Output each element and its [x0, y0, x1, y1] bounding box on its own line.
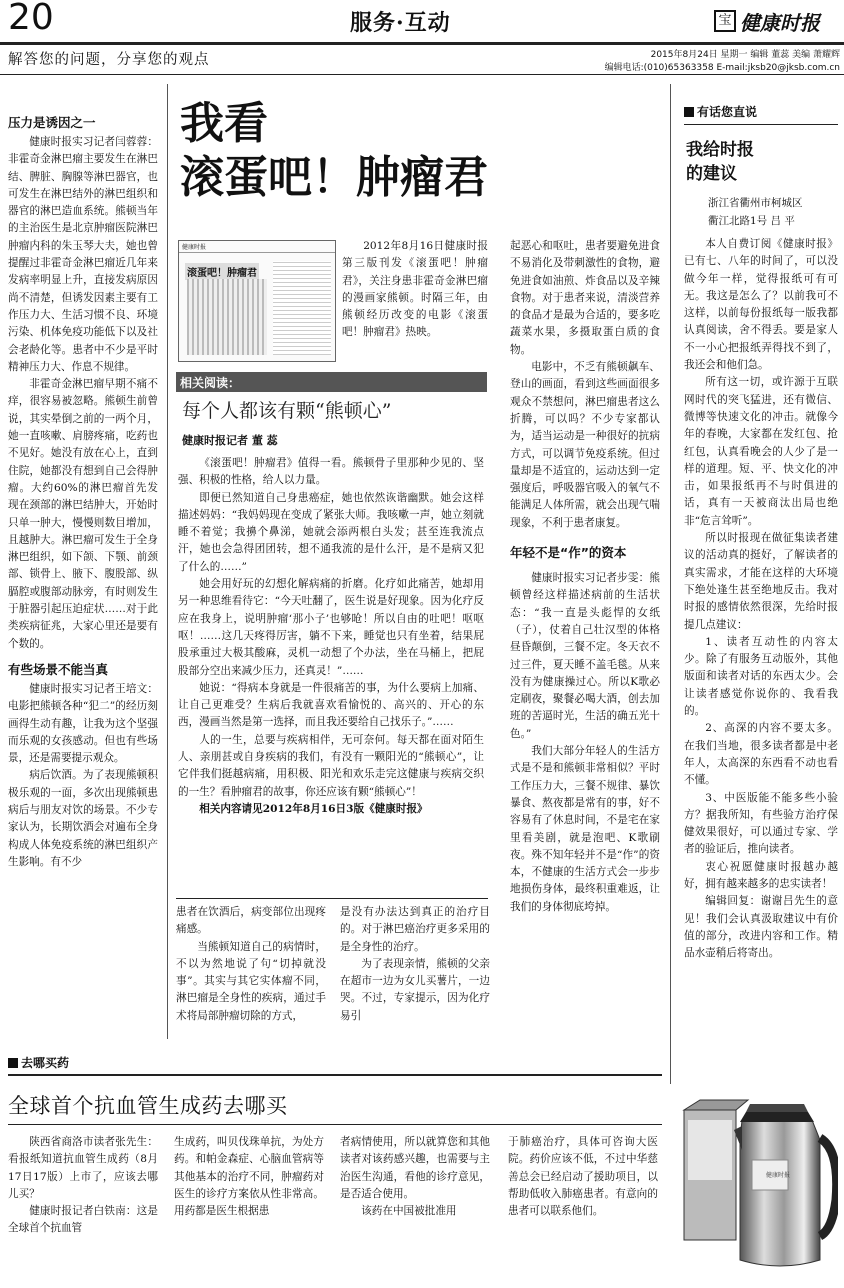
kettle-image: [680, 1090, 838, 1280]
bottom-title-rule: [8, 1124, 662, 1125]
section-title: 服务·互动: [350, 10, 451, 36]
paragraph: 编辑回复：谢谢吕先生的意见！我们会认真汲取建议中有价值的部分，改进内容和工作。精品水壶稍后将寄出。: [684, 895, 838, 960]
header-rule-thin: [0, 74, 844, 75]
paragraph: 当熊顿知道自己的病情时，不以为然地说了句“切掉就没事”。其实与其它实体瘤不同，淋巴瘤是全身性的疾病，通过手术将局部肿瘤切除的方式，: [176, 940, 326, 1022]
paragraph: 患者在饮酒后，病变部位出现疼痛感。: [176, 906, 326, 936]
square-bullet-icon: [684, 107, 694, 117]
paragraph: 为了表现亲情，熊顿的父亲在超市一边为女儿买薯片，一边哭。不过，专家提示，因为化疗易引: [340, 957, 490, 1022]
column-divider: [670, 84, 671, 1084]
left-column: [8, 112, 158, 1032]
bottom-label-rule: [8, 1074, 662, 1076]
column-divider: [167, 84, 168, 1039]
thumbnail-image: [187, 279, 267, 355]
paragraph: 她说：“得病本身就是一件很痛苦的事，为什么要病上加痛、让自己更难受？生病后我就喜欢看愉悦的、高兴的、开心的东西，漫画当然是第一选择，而且我还要给自己找乐子。”……: [178, 681, 484, 729]
paragraph: 《滚蛋吧！肿瘤君》值得一看。熊顿骨子里那种少见的、坚强、积极的性格，给人以力量。: [178, 457, 484, 487]
paragraph: 健康时报实习记者闫蓉蓉：非霍奇金淋巴瘤主要发生在淋巴结、脾脏、胸腺等淋巴器官，也可发生在淋巴结外的淋巴组织和器官的淋巴造血系统。熊顿当年的主治医生是北京肿瘤医院淋巴肿瘤内科的朱玉琴大夫，她也曾提醒过非霍奇金淋巴瘤近几年来发病率明显上升，直接发病原因尚不清楚，但诱发因素主要有工作压力大、生活习惯不良、环境污染、机体免疫功能低下以及社会老龄化等。患者中不少是平时精神压力大、作息不规律。: [8, 136, 158, 373]
kettle-icon: [680, 1090, 838, 1280]
paragraph: 3、中医版能不能多些小验方？据我所知，有些验方治疗保健效果很好，可以通过专家、学者的验证后，推向读者。: [684, 791, 838, 856]
right-author-line2: 衢江北路1号 吕 平: [708, 215, 795, 227]
paragraph: 2、高深的内容不要太多。在我们当地，很多读者都是中老年人，太高深的东西看不动也看不懂。: [684, 722, 838, 787]
paragraph: 所以时报现在做征集读者建议的活动真的挺好，了解读者的真实需求，才能在这样的大环境下绝处逢生甚至绝地反击。我对时报的感情依然很深，先给时报提几点建议：: [684, 532, 838, 631]
bottom-col-4: [508, 1134, 658, 1264]
bottom-section-label: [8, 1054, 69, 1071]
paragraph: 健康时报记者白铁南：这是全球首个抗血管: [8, 1205, 158, 1235]
header-rule: [0, 42, 844, 45]
bottom-col-1: [8, 1134, 158, 1264]
related-body: [178, 455, 484, 885]
paragraph: 本人自费订阅《健康时报》已有七、八年的时间了，可以没做今年一样，觉得报纸可有可无。我这是怎么了？以前我可不这样，以前每份报纸每一版我都认真阅读，舍不得丢。要是家人不一小心把报纸弄得找不到了，我还会和他们急。: [684, 238, 838, 372]
paragraph: 者病情使用，所以就算您和其他读者对该药感兴趣，也需要与主治医生沟通，看他的诊疗意见，是否适合使用。: [340, 1136, 490, 1200]
page-number: 20: [8, 0, 54, 38]
main-title-line1: 我看: [180, 98, 268, 149]
logo-text: 健康时报: [740, 10, 820, 35]
related-footer-note: 相关内容请见2012年8月16日3版《健康时报》: [199, 802, 428, 815]
heading-young: 年轻不是“作”的资本: [510, 545, 627, 561]
right-section-label: [684, 103, 757, 120]
main-title: [180, 98, 488, 206]
paragraph: 该药在中国被批准用: [361, 1205, 457, 1218]
kettle-label: 健康时报: [766, 1172, 791, 1179]
related-byline: 健康时报记者 董 蕊: [182, 434, 278, 447]
related-label: 相关阅读：: [180, 376, 241, 390]
thumbnail-headline: 滚蛋吧！肿瘤君: [185, 263, 259, 280]
mid-left-bottom: [176, 904, 326, 1034]
related-bottom-rule: [176, 898, 488, 899]
square-bullet-icon: [8, 1058, 18, 1068]
paragraph: 起恶心和呕吐，患者要避免进食不易消化及带刺激性的食物，避免进食如油煎、炸食品以及辛辣食物。对于患者来说，清淡营养的食品才是最为合适的，要多吃蔬菜水果，多摄取蛋白质的食物。: [510, 240, 660, 356]
column-three: [510, 238, 660, 1034]
right-label-rule: [684, 124, 838, 125]
date-line: 2015年8月24日 星期一 编辑 董蕊 美编 萧耀辉: [650, 50, 840, 60]
paragraph: 即便已然知道自己身患癌症，她也依然诙谐幽默。她会这样描述妈妈：“我妈妈现在变成了紧张大师。我咳嗽一声，她立刻就睡不着觉；我擤个鼻涕，她就会添两根白头发；甚至连我流点汗，她也会急得团团转，想不通我流的是什么汗，是不是病又犯了什么的……”: [178, 491, 484, 573]
right-section-label-text: 有话您直说: [697, 105, 758, 119]
paragraph: 非霍奇金淋巴瘤早期不痛不痒，很容易被忽略。熊顿生前曾说，其实晕倒之前的一两个月，她一直咳嗽、肩膀疼痛，吃药也不见好。她没有放在心上，直到住院，她都没有想到自己会得肿瘤。大约60%的淋巴瘤首先发现在颈部的淋巴结肿大，开始时只单一肿大，慢慢则数目增加，且越肿大。淋巴瘤可发生于全身淋巴组织，如下颌、下颚、前颈部、锁骨上、腋下、腹股部、纵膈腔或腹部动脉旁，有时则发生于脏器引起压迫症状……对于此类疾病征兆，大家心里还是要有个数的。: [8, 378, 158, 650]
bottom-col-3: [340, 1134, 490, 1264]
right-title-line2: 的建议: [686, 164, 737, 184]
heading-stress: 压力是诱因之一: [8, 115, 96, 130]
related-label-bar: [176, 372, 487, 392]
right-author-line1: 浙江省衢州市柯城区: [708, 197, 803, 209]
mid-right-bottom: [340, 904, 490, 1034]
slogan: 解答您的问题，分享您的观点: [8, 52, 210, 68]
right-author: [708, 194, 803, 230]
bottom-section-label-text: 去哪买药: [21, 1056, 70, 1070]
thumbnail-text: [273, 261, 331, 355]
bottom-title: 全球首个抗血管生成药去哪买: [8, 1094, 288, 1118]
paragraph: 于肺癌治疗，具体可咨询大医院。药价应该不低，不过中华慈善总会已经启动了援助项目，以帮助低收入肺癌患者。有意向的患者可以联系他们。: [508, 1136, 658, 1218]
masthead-logo: [714, 6, 820, 36]
right-title: [686, 138, 754, 186]
paragraph: 衷心祝愿健康时报越办越好，拥有越来越多的忠实读者！: [684, 860, 838, 890]
thumbnail-masthead: 健康时报: [179, 241, 335, 253]
paragraph: 健康时报实习记者步雯：熊顿曾经这样描述病前的生活状态：“我一直是头彪悍的女纸（子），仗着自己壮汉型的体格昼昏颠倒，三餐不定。冬天衣不过三件，夏天睡不盖毛毯。从来没有为健康操过心。所以K歌必定刷夜，聚餐必喝大酒，创去加班的苦逼时光，生活的确五光十色。”: [510, 572, 660, 740]
newspaper-thumbnail: [178, 240, 336, 362]
right-body: [684, 236, 838, 1074]
paragraph: 电影中，不乏有熊顿飙车、登山的画面，看到这些画面很多观众不禁想问，淋巴瘤患者这么折腾，可以吗？不少专家都认为，适当运动是一种很好的抗病方式，可以调节免疫系统。但过量却是不适宜的，运动达到一定强度后，呼吸器官吸入的氧气不能满足人体所需，就会出现气喘现象，不利于患者康复。: [510, 361, 660, 529]
right-title-line1: 我给时报: [686, 140, 754, 160]
paragraph: 所有这一切，或许源于互联网时代的突飞猛进，还有微信、微博等快速文化的冲击。就像今年的春晚，大家都在发红包、抢红包，认真看晚会的人少了是一样的道理。短、平、快文化的冲击，如果报纸再不与时俱进的话，真有一天被商汰出局也绝非“危言耸听”。: [684, 376, 838, 527]
paragraph: 生成药，叫贝伐珠单抗，为处方药。和帕金森症、心脑血管病等其他基本的治疗不同，肿瘤药对医生的诊疗方案依从性非常高。用药都是医生根据患: [174, 1136, 324, 1218]
paragraph: 1、读者互动性的内容太少。除了有服务互动版外，其他版面和读者对话的东西太少。会让读者感觉你说你的、我看我的。: [684, 635, 838, 718]
paragraph: 病后饮酒。为了表现熊顿积极乐观的一面，多次出现熊顿患病后与朋友对饮的场景。不少专家认为，长期饮酒会对遍布全身构成人体免疫系统的淋巴组织产生影响。有不少: [8, 769, 158, 868]
intro-text: [342, 238, 488, 366]
paragraph: 她会用好玩的幻想化解病痛的折磨。化疗如此痛苦，她却用另一种思维看待它：“今天吐翻了，医生说是好现象。因为化疗反应在我身上，说明肿瘤‘那小子’也够呛！所以自由的吐吧！呕呕呕！……这几天疼得厉害，躺不下来，睡觉也只有坐着，结果屁股承重过大极其酸麻，灵机一动想了个办法，坐在马桶上，把屁股部分空出来减少压力，还真灵！”……: [178, 578, 484, 677]
related-title: 每个人都该有颗“熊顿心”: [182, 400, 392, 422]
main-title-line2: 滚蛋吧！肿瘤君: [180, 152, 488, 203]
paragraph: 人的一生，总要与疾病相伴，无可奈何。每天都在面对陌生人、亲朋甚或自身疾病的我们，有没有一颗阳光的“熊顿心”，让它伴我们挺越病痛，用积极、阳光和欢乐走完这健康与疾病交织的一生？看肿瘤君的故事，你还应该有颗“熊顿心”！: [178, 733, 484, 798]
paragraph: 我们大部分年轻人的生活方式是不是和熊顿非常相似？平时工作压力大，三餐不规律、暴饮暴食、熬夜都是常有的事，好不容易有了休息时间，不是宅在家里看美剧，就是泡吧、K歌刷夜。殊不知年轻并不是“作”的资本，不健康的生活方式会一步步地损伤身体，最终积重难返，让我们的身体彻底垮掉。: [510, 745, 660, 913]
paragraph: 健康时报实习记者王培文：电影把熊顿各种“犯二”的经历刻画得生动有趣，让我为这个坚强而乐观的女孩感动。但也有些场景，还是需要提示观众。: [8, 682, 158, 765]
heading-scenes: 有些场景不能当真: [8, 661, 109, 677]
bottom-col-2: [174, 1134, 324, 1264]
paragraph: 是没有办法达到真正的治疗目的。对于淋巴癌治疗更多采用的是全身性的治疗。: [340, 906, 490, 953]
logo-mark-icon: 宝: [714, 10, 736, 32]
intro-paragraph: 2012年8月16日健康时报第三版刊发《滚蛋吧！肿瘤君》，关注身患非霍奇金淋巴瘤的漫画家熊顿。时隔三年，由熊顿经历改变的电影《滚蛋吧！肿瘤君》热映。: [342, 240, 488, 339]
contact-line: 编辑电话:(010)65363358 E-mail:jksb20@jksb.com.cn: [604, 63, 840, 73]
paragraph: 陕西省商洛市读者张先生：看报纸知道抗血管生成药（8月17日17版）上市了，应该去哪儿买？: [8, 1136, 158, 1200]
